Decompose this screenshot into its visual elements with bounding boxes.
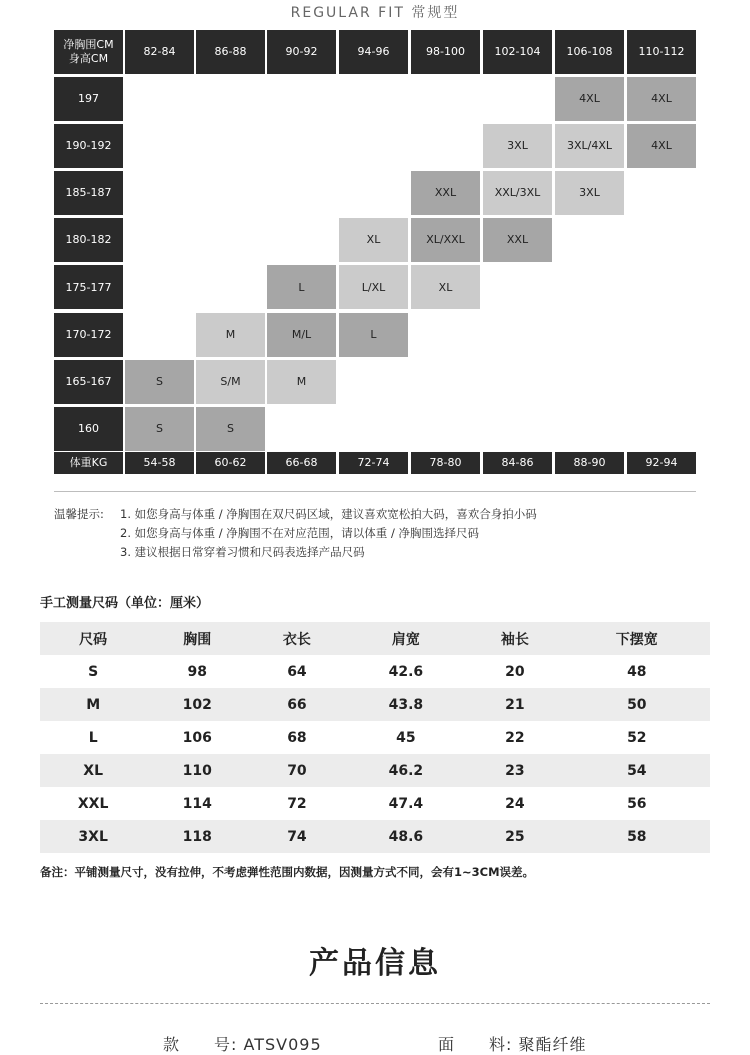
table-cell: 114 — [182, 795, 212, 812]
tips-label: 温馨提示: — [54, 507, 104, 521]
table-cell: 42.6 — [388, 663, 424, 680]
tips-block — [54, 505, 537, 562]
weight-cell: 54-58 — [125, 452, 194, 474]
weight-cell: 92-94 — [627, 452, 696, 474]
size-cell: L/XL — [339, 265, 408, 309]
table-cell: 24 — [505, 795, 525, 812]
chest-header: 90-92 — [267, 30, 336, 74]
tip-item: 2. 如您身高与体重 / 净胸围不在对应范围，请以体重 / 净胸围选择尺码 — [120, 526, 479, 540]
table-cell: 48 — [627, 663, 647, 680]
header-cell: 尺码 — [79, 631, 108, 648]
fabric-label: 面 料: — [438, 1035, 513, 1054]
size-cell: S — [125, 407, 194, 451]
table-row — [40, 655, 710, 688]
table-cell: S — [88, 663, 99, 680]
measurement-table — [40, 622, 710, 853]
corner-label: 身高CM — [68, 52, 109, 65]
corner-header — [54, 30, 123, 74]
chest-header: 106-108 — [555, 30, 624, 74]
table-cell: 102 — [182, 696, 212, 713]
table-cell: 98 — [187, 663, 207, 680]
table-cell: 50 — [627, 696, 647, 713]
table-cell: 66 — [287, 696, 307, 713]
size-cell: M/L — [267, 313, 336, 357]
measure-title: 手工测量尺码（单位：厘米） — [40, 596, 210, 611]
size-cell: 3XL — [555, 171, 624, 215]
table-cell: XXL — [77, 795, 109, 812]
size-cell: 3XL — [483, 124, 552, 168]
tip-item: 3. 建议根据日常穿着习惯和尺码表选择产品尺码 — [120, 545, 365, 559]
weight-cell: 78-80 — [411, 452, 480, 474]
table-cell: 3XL — [78, 828, 108, 845]
table-header-row — [40, 622, 710, 655]
size-cell: S — [125, 360, 194, 404]
size-cell: XL — [339, 218, 408, 262]
table-cell: 23 — [505, 762, 525, 779]
corner-label: 净胸围CM — [63, 38, 114, 52]
weight-cell: 60-62 — [196, 452, 265, 474]
table-cell: 48.6 — [388, 828, 424, 845]
size-cell: L — [339, 313, 408, 357]
header-cell: 胸围 — [183, 631, 212, 648]
product-info-title: 产品信息 — [309, 946, 441, 981]
table-cell: 68 — [287, 729, 307, 746]
size-cell: 3XL/4XL — [555, 124, 624, 168]
table-row — [40, 754, 710, 787]
table-cell: 72 — [287, 795, 307, 812]
table-cell: 106 — [182, 729, 212, 746]
tip-item: 1. 如您身高与体重 / 净胸围在双尺码区域，建议喜欢宽松拍大码，喜欢合身拍小码 — [120, 507, 537, 521]
table-cell: 64 — [287, 663, 307, 680]
height-label: 185-187 — [54, 171, 123, 215]
size-cell: M — [196, 313, 265, 357]
table-cell: 54 — [627, 762, 647, 779]
table-cell: 20 — [505, 663, 525, 680]
header-cell: 衣长 — [282, 631, 311, 648]
header-cell: 袖长 — [500, 631, 529, 648]
height-label: 175-177 — [54, 265, 123, 309]
size-cell: XL — [411, 265, 480, 309]
divider-line — [54, 491, 696, 492]
height-label: 160 — [54, 407, 123, 451]
table-cell: 22 — [505, 729, 525, 746]
fabric-value: 聚酯纤维 — [518, 1035, 587, 1054]
height-label: 197 — [54, 77, 123, 121]
table-cell: 46.2 — [388, 762, 424, 779]
table-cell: 45 — [396, 729, 416, 746]
size-cell: XL/XXL — [411, 218, 480, 262]
height-label: 165-167 — [54, 360, 123, 404]
table-row — [40, 787, 710, 820]
weight-cell: 84-86 — [483, 452, 552, 474]
measurement-note: 备注：平铺测量尺寸，没有拉伸，不考虑弹性范围内数据，因测量方式不同，会有1~3CM误差。 — [40, 865, 535, 879]
chest-header: 82-84 — [125, 30, 194, 74]
chest-header: 110-112 — [627, 30, 696, 74]
fabric-info — [438, 1032, 587, 1055]
model-label: 款 号: — [163, 1035, 238, 1054]
table-cell: 25 — [505, 828, 525, 845]
model-info — [163, 1032, 322, 1055]
chest-header: 102-104 — [483, 30, 552, 74]
fit-title: REGULAR FIT 常规型 — [290, 5, 460, 21]
model-value: ATSV095 — [243, 1035, 322, 1054]
chest-header: 94-96 — [339, 30, 408, 74]
header-cell: 肩宽 — [391, 631, 420, 648]
size-cell: S/M — [196, 360, 265, 404]
table-row — [40, 721, 710, 754]
table-cell: 52 — [627, 729, 647, 746]
chest-header: 86-88 — [196, 30, 265, 74]
header-cell: 下摆宽 — [615, 631, 658, 648]
dashed-divider — [40, 1003, 710, 1004]
table-cell: 47.4 — [388, 795, 424, 812]
size-cell: 4XL — [627, 77, 696, 121]
size-cell: XXL — [483, 218, 552, 262]
table-row — [40, 688, 710, 721]
weight-cell: 72-74 — [339, 452, 408, 474]
height-label: 170-172 — [54, 313, 123, 357]
height-label: 180-182 — [54, 218, 123, 262]
size-cell: XXL — [411, 171, 480, 215]
weight-label: 体重KG — [54, 452, 123, 474]
chest-header: 98-100 — [411, 30, 480, 74]
table-cell: L — [88, 729, 98, 746]
weight-cell: 66-68 — [267, 452, 336, 474]
size-cell: 4XL — [627, 124, 696, 168]
table-cell: 21 — [505, 696, 525, 713]
weight-cell: 88-90 — [555, 452, 624, 474]
size-cell: L — [267, 265, 336, 309]
size-cell: XXL/3XL — [483, 171, 552, 215]
size-cell: M — [267, 360, 336, 404]
size-cell: 4XL — [555, 77, 624, 121]
height-label: 190-192 — [54, 124, 123, 168]
table-cell: 118 — [182, 828, 212, 845]
size-cell: S — [196, 407, 265, 451]
table-cell: XL — [83, 762, 104, 779]
table-cell: 110 — [182, 762, 212, 779]
table-cell: 70 — [287, 762, 307, 779]
table-cell: 74 — [287, 828, 307, 845]
table-cell: M — [86, 696, 101, 713]
table-cell: 43.8 — [388, 696, 424, 713]
table-cell: 56 — [627, 795, 647, 812]
table-cell: 58 — [627, 828, 647, 845]
table-row — [40, 820, 710, 853]
